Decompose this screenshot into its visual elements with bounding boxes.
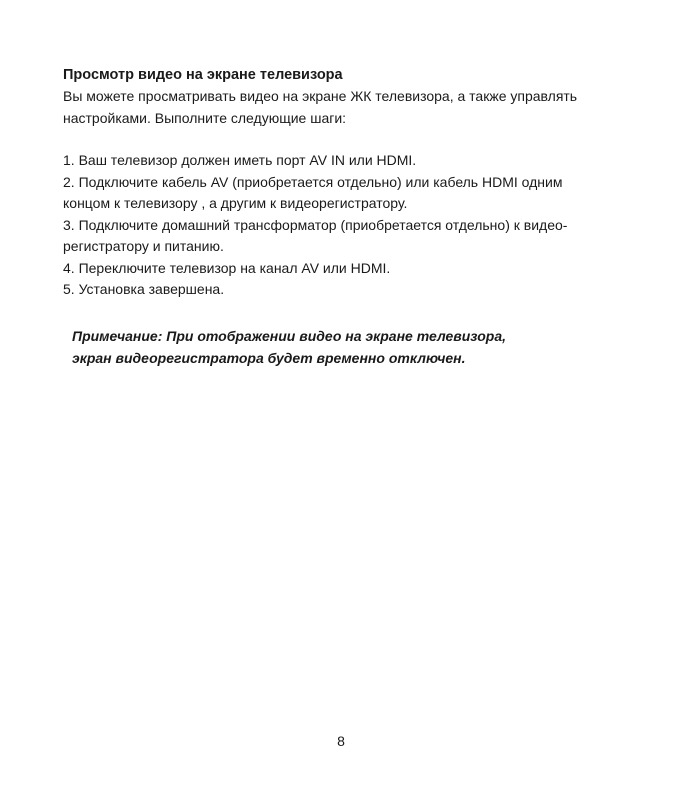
step-line: регистратору и питанию. <box>63 238 224 254</box>
intro-line: настройками. Выполните следующие шаги: <box>63 109 347 126</box>
step-line: 1. Ваш телевизор должен иметь порт AV IN или HDMI. <box>63 152 417 168</box>
step-line: 2. Подключите кабель AV (приобретается отдельно) или кабель HDMI одним <box>63 173 563 190</box>
note-block <box>72 325 506 369</box>
intro-line: Вы можете просматривать видео на экране ЖК телевизора, а также управлять <box>63 88 578 104</box>
note-line: Примечание: При отображении видео на экране телевизора, <box>72 328 506 344</box>
intro-paragraph <box>63 86 623 129</box>
step-line: 3. Подключите домашний трансформатор (приобретается отдельно) к видео- <box>63 216 568 233</box>
note-line: экран видеорегистратора будет временно отключен. <box>72 350 466 366</box>
step-line: 5. Установка завершена. <box>63 281 225 297</box>
steps-list <box>63 150 623 301</box>
step-line: концом к телевизору , а другим к видеорегистратору. <box>63 195 408 211</box>
page-number: 8 <box>337 733 345 749</box>
section-title: Просмотр видео на экране телевизора <box>63 67 343 83</box>
step-line: 4. Переключите телевизор на канал AV или HDMI. <box>63 259 391 276</box>
main-content <box>63 64 623 301</box>
